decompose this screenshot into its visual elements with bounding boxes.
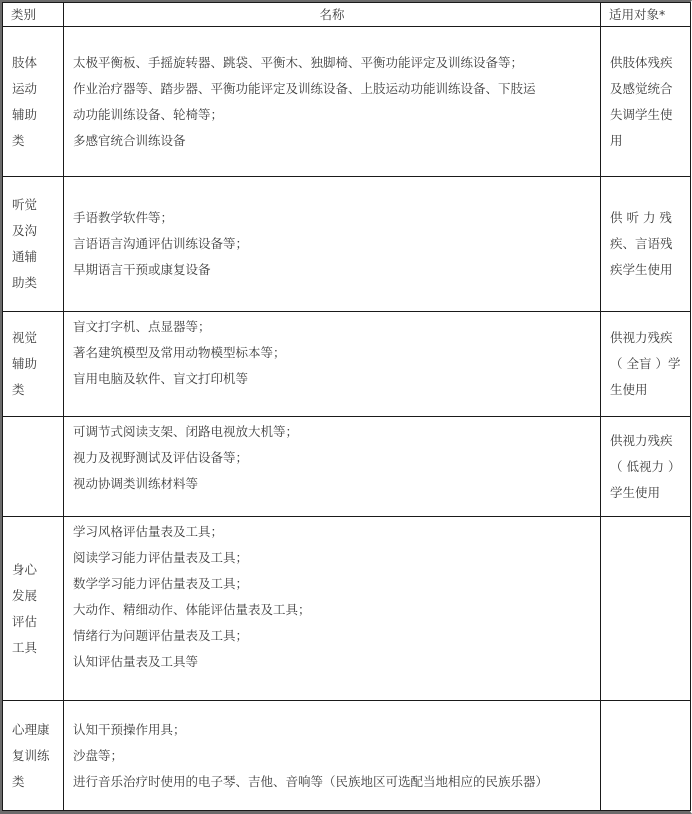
target-line: 失调学生使: [610, 106, 673, 122]
category-cell: [3, 177, 64, 312]
category-line: 类: [12, 132, 25, 148]
target-cell: [601, 177, 691, 312]
name-cell: [64, 312, 601, 417]
target-line: 疾、言语残: [610, 236, 673, 251]
target-line: 疾学生使用: [610, 262, 673, 277]
table-header-row: [3, 3, 691, 27]
name-line: 阅读学习能力评估量表及工具；: [73, 550, 249, 565]
target-cell: [601, 312, 691, 417]
category-line: 心理康: [12, 721, 50, 737]
target-line: 供 听 力 残: [610, 210, 672, 225]
table-row-visual-blind: [3, 312, 691, 417]
name-cell: [64, 417, 601, 517]
name-line: 学习风格评估量表及工具；: [73, 524, 224, 539]
category-line: 类: [12, 382, 25, 397]
name-line: 言语语言沟通评估训练设备等；: [73, 236, 249, 251]
name-line: 情绪行为问题评估量表及工具；: [73, 628, 249, 643]
name-line: 视动协调类训练材料等: [73, 476, 199, 491]
name-line: 手语教学软件等；: [73, 210, 174, 225]
name-line: 数学学习能力评估量表及工具；: [73, 576, 249, 591]
category-line: 通辅: [12, 249, 38, 264]
target-line: 供视力残疾: [610, 432, 673, 448]
category-line: 及沟: [12, 223, 38, 238]
name-line: 认知干预操作用具；: [73, 721, 186, 737]
target-cell: [601, 417, 691, 517]
category-line: 听觉: [12, 197, 38, 212]
header-name: 名称: [64, 3, 601, 27]
name-line: 作业治疗器等、踏步器、平衡功能评定及训练设备、上肢运动功能训练设备、下肢运: [73, 80, 536, 96]
name-cell: [64, 517, 601, 701]
name-line: 太极平衡板、手摇旋转器、跳袋、平衡木、独脚椅、平衡功能评定及训练设备等；: [73, 54, 524, 70]
name-line: 多感官统合训练设备: [73, 132, 186, 148]
target-line: 供视力残疾: [610, 330, 673, 345]
table-row-hearing-communication: [3, 177, 691, 312]
target-cell: [601, 517, 691, 701]
header-category: 类别: [3, 3, 64, 27]
category-line: 发展: [12, 587, 38, 603]
target-line: （ 全盲 ）学: [610, 356, 681, 371]
category-line: 复训练: [12, 747, 50, 763]
category-line: 肢体: [12, 54, 38, 70]
category-line: 工具: [12, 639, 38, 655]
equipment-table: [2, 2, 691, 811]
category-line: 辅助: [12, 356, 38, 371]
category-line: 视觉: [12, 330, 38, 345]
target-line: 供肢体残疾: [610, 54, 673, 70]
target-line: 及感觉统合: [610, 80, 673, 96]
category-line: 辅助: [12, 106, 38, 122]
category-line: 身心: [12, 561, 38, 577]
target-line: 学生使用: [610, 484, 661, 500]
table-row-visual-low-vision: [3, 417, 691, 517]
category-line: 类: [12, 773, 25, 789]
name-line: 大动作、精细动作、体能评估量表及工具；: [73, 602, 311, 617]
name-line: 可调节式阅读支架、闭路电视放大机等；: [73, 424, 299, 439]
table-row-limb-motor: [3, 27, 691, 177]
category-line: 评估: [12, 613, 38, 629]
target-line: （ 低视力 ）: [610, 458, 681, 474]
category-line: 运动: [12, 80, 38, 96]
target-cell: [601, 27, 691, 177]
name-cell: [64, 701, 601, 811]
target-line: 用: [610, 132, 623, 148]
category-cell: [3, 701, 64, 811]
name-line: 动功能训练设备、轮椅等；: [73, 106, 224, 122]
name-line: 认知评估量表及工具等: [73, 654, 199, 669]
name-line: 盲文打字机、点显器等；: [73, 319, 211, 334]
name-cell: [64, 177, 601, 312]
name-line: 视力及视野测试及评估设备等；: [73, 450, 249, 465]
table-row-psych-rehab: [3, 701, 691, 811]
header-target: 适用对象*: [601, 3, 691, 27]
name-line: 盲用电脑及软件、盲文打印机等: [73, 371, 249, 386]
category-line: 助类: [12, 275, 38, 290]
category-cell: [3, 27, 64, 177]
category-cell: [3, 517, 64, 701]
target-cell: [601, 701, 691, 811]
name-line: 进行音乐治疗时使用的电子琴、吉他、音响等（民族地区可选配当地相应的民族乐器）: [73, 773, 549, 789]
name-line: 早期语言干预或康复设备: [73, 262, 211, 277]
name-line: 沙盘等；: [73, 747, 124, 763]
name-line: 著名建筑模型及常用动物模型标本等；: [73, 345, 286, 360]
category-cell: [3, 417, 64, 517]
table-row-assessment-tools: [3, 517, 691, 701]
name-cell: [64, 27, 601, 177]
category-cell: [3, 312, 64, 417]
target-line: 生使用: [610, 382, 648, 397]
